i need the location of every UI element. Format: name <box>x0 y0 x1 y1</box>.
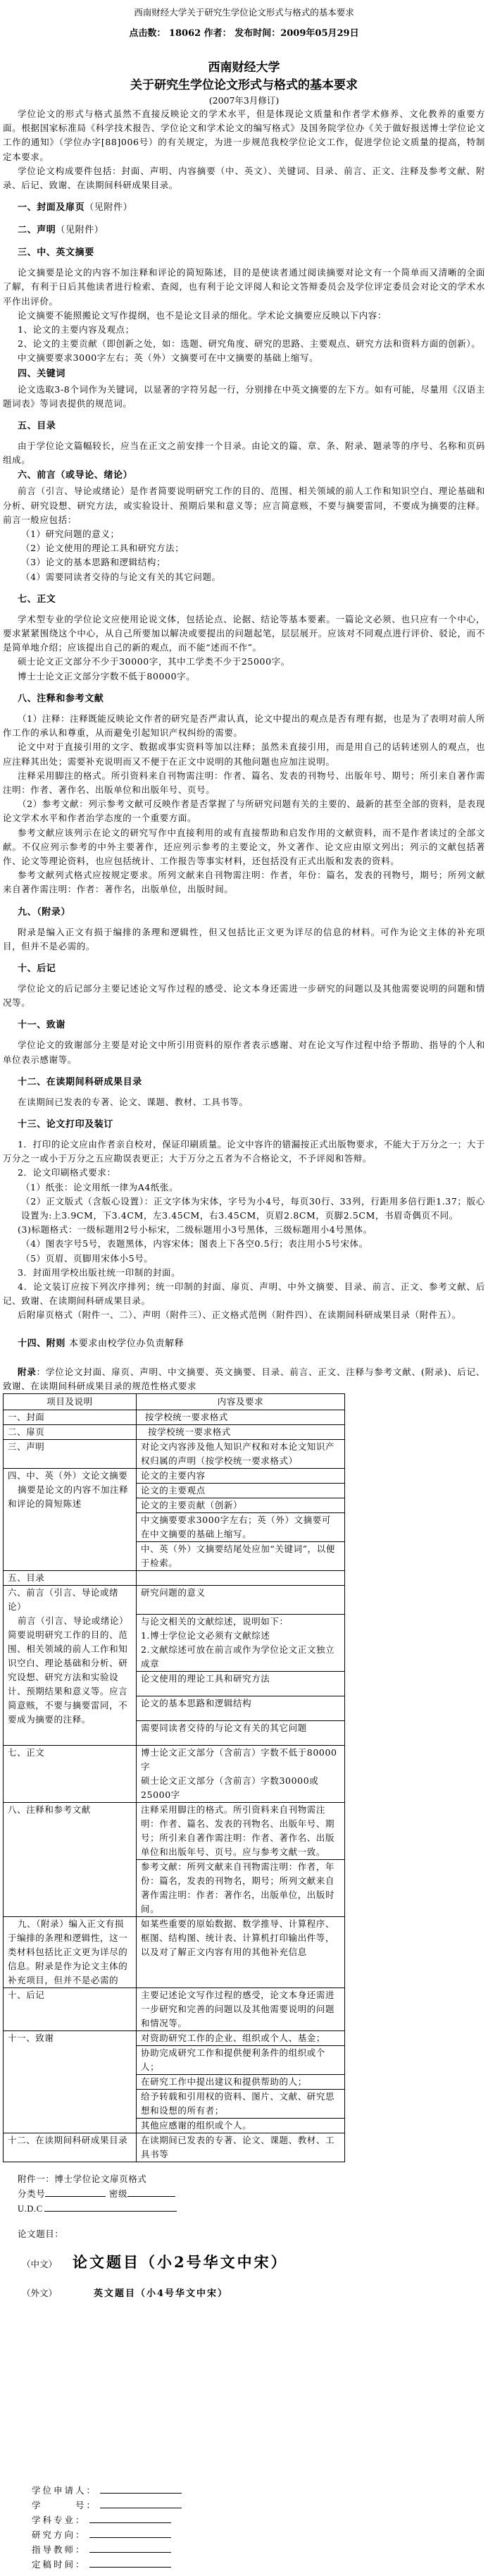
paragraph: 参考文献应该列示在论文的研究写作中直接利用的或有直接帮助和启发作用的文献资料，而不是作者读过的全部文献。不仅应列示参考的中外主要著作，还应列示参考的主要论文，外文著作、论文应由原文列出；列示的文献包括著作、论文等理论资料，也应包括统计、工作报告等事实材料，还包括没有正式出版和发表的资料。 <box>3 827 485 866</box>
section-heading: 三、中、英文摘要 <box>18 247 94 259</box>
table-cell: 在研究工作中提出建议和提供帮助的人； <box>137 2075 345 2090</box>
table-cell: 论文使用的理论工具和研究方法 <box>137 1672 345 1696</box>
thesis-title-label: 论文题目： <box>18 2229 64 2239</box>
applicant-form <box>32 2483 182 2572</box>
table-cell: 七、正文 <box>4 1746 137 1803</box>
paragraph: 学术型专业的学位论文应使用论说文体，包括论点、论据、结论等基本要素。一篇论文必须、也只应有一个中心，要求紧紧围绕这个中心，从自己所要加以解决或要提出的问题起笔，层层展开。应该对不同观点进行评价、驳论，而不是简单地介绍；应该提出自己的新的观点，而不能“述而不作”。 <box>3 613 485 653</box>
paragraph: 学位论文的后记部分主要记述论文写作过程的感受、论文本身还需进一步研究的问题以及其他需要说明的问题和情况等。 <box>3 982 485 1009</box>
table-cell: 在读期间已发表的专著、论文、课题、教材、工具书等 <box>137 2133 345 2162</box>
section-heading <box>0 223 488 238</box>
table-cell: 十二、在读期间科研成果目录 <box>4 2133 137 2162</box>
english-title-row <box>0 2285 488 2302</box>
paragraph: （5）页眉、页脚用宋体小5号。 <box>21 1252 154 1264</box>
paragraph: （4）图表字号5号，表题黑体，内容宋体；图表上下各空0.5行；表注用小5号宋体。 <box>21 1238 368 1250</box>
table-cell: 按学校统一要求格式 <box>137 1425 345 1440</box>
paragraph: 4．论文装订应按下列次序排列；统一印制的封面、扉页、声明、中外文摘要、目录、前言、正文、参考文献、后记、致谢、在读期间科研成果目录。 <box>3 1281 485 1307</box>
intro-paragraph: 学位论文的形式与格式虽然不直接反映论文的学术水平，但是体现论文质量和作者学术修养、文化教养的重要方面。根据国家标准局《科学技术报告、学位论文和学术论文的编写格式》及国务院学位办《关于做好报送博士学位论文工作的通知》（学位办字[88]006号）的有关规定，为进一步规范我校学位论文工作，促进学位论文质量的提高，特制定本要求。 <box>3 109 485 162</box>
article-meta: 点击数： 18062 作者： 发布时间：2009年05月29日 <box>129 28 359 39</box>
section-note: （见附件） <box>56 225 104 236</box>
table-cell: 八、注释和参考文献 <box>4 1803 137 1917</box>
table-cell: 参考文献：所列文献来自刊物需注明：作者，年份：篇名，发表的刊物名，期号；所列文献来自著作需注明：作者：著作名，出版单位，出版时间。 <box>137 1860 345 1917</box>
paragraph: 学位论文的致谢部分主要是对论文中所引用资料的原作者表示感谢、对在论文写作过程中给予帮助、指导的个人和单位表示感谢等。 <box>3 1040 485 1065</box>
table-cell: 按学校统一要求格式 <box>137 1410 345 1425</box>
udc-row <box>0 2201 488 2216</box>
table-cell: 十、后记 <box>4 1988 137 2031</box>
table-row <box>4 1425 345 1440</box>
section-heading: 十二、在读期间科研成果目录 <box>18 1076 142 1087</box>
table-cell: 注释采用脚注的格式。所引资料来自刊物需注明：作者、篇名、发表的刊物名、出版年号、期号；所引来自著作需注明：作者、著作名、出版单位和出版年号、页号。应与参考文献一致。 <box>137 1803 345 1860</box>
direction-field[interactable] <box>89 2527 171 2538</box>
section-note: （见附件） <box>85 202 133 214</box>
paragraph: 论文选取3-8个词作为关键词，以显著的字符另起一行，分别排在中英文摘要的左下方。如有可能，尽量用《汉语主题词表》等词表提供的规范词。 <box>3 383 485 409</box>
section-heading: 七、正文 <box>18 593 56 605</box>
university-heading: 西南财经大学 <box>208 61 280 75</box>
section-heading: 八、注释和参考文献 <box>18 693 104 704</box>
paragraph: 后附扉页格式（附件一、二）、声明（附件三）、正文格式范例（附件四）、在读期间科研成果目录（附件五）。 <box>18 1309 462 1321</box>
paragraph: 附录是编入正文有损于编排的条理和逻辑性，但又包括比正文更为详尽的信息的材料。可作为论文主体的补充项目，但并不是必需的。 <box>3 926 485 951</box>
table-cell: 协助完成研究工作和提供便利条件的组织或个人； <box>137 2046 345 2075</box>
paragraph: 注释采用脚注的格式。所引资料来自刊物需注明：作者、篇名、发表的刊物号、出版年号、期号；所引来自著作需注明：作者、著作名、出版单位和出版年号、页号。 <box>3 770 485 795</box>
attachment-title: 附件一：博士学位论文扉页格式 <box>18 2174 147 2184</box>
table-row <box>4 1988 345 2031</box>
table-row <box>4 1586 345 1615</box>
revision-date: (2007年3月修订) <box>208 95 280 106</box>
list-item: （4）需要同读者交待的与论文有关的其它问题。 <box>21 571 221 582</box>
table-row <box>4 1917 345 1988</box>
paragraph: 论文摘要不能照搬论文写作提纲，也不是论文目录的细化。学术论文摘要应反映以下内容： <box>18 309 387 321</box>
section-title: 十四、附则 <box>18 1338 66 1349</box>
chinese-title-row <box>0 2248 488 2276</box>
section-heading: 十、后记 <box>18 963 56 974</box>
table-row <box>4 1803 345 1860</box>
table-row <box>4 1571 345 1586</box>
udc-field[interactable] <box>44 2201 177 2212</box>
table-cell: 四、中、英（外）文论文摘要 摘要是论文的内容不加注释和评论的简短陈述 <box>4 1469 137 1571</box>
major-field[interactable] <box>89 2513 171 2523</box>
table-cell: 如某些重要的原始数据、数学推导、计算程序、框图、结构图、统计表、计算机打印输出件等，以及对了解正文内容有用的其他补充信息 <box>137 1917 345 1988</box>
table-cell: 一、封面 <box>4 1410 137 1425</box>
section-heading: 十一、致谢 <box>18 1020 66 1031</box>
form-row-advisor: 指导教师： <box>32 2542 182 2557</box>
list-item: （3）论文的基本思路和逻辑结构； <box>21 557 166 568</box>
section-heading: 六、前言（或导论、绪论） <box>18 470 133 481</box>
column-header: 内容及要求 <box>137 1394 345 1410</box>
chinese-label: （中文） <box>22 2259 58 2269</box>
table-cell: 论文的主要观点 <box>137 1484 345 1498</box>
paragraph: 论文中对于直接引用的文字、数据或事实资料等加以注释；虽然未直接引用，而是用自己的话转述别人的观点，也应注释其出处；需要补充说明而又不便于在正文中说明的其他问题也应加注说明。 <box>3 741 485 767</box>
intro-components: 学位论文构成要件包括：封面、声明、内容摘要（中、英文）、关键词、目录、前言、正文、注释及参考文献、附录、后记、致谢、在读期间科研成果目录。 <box>3 165 485 191</box>
table-cell: 十一、致谢 <box>4 2031 137 2133</box>
paragraph: 中文摘要要求3000字左右；英（外）文摘要可在中文摘要的基础上缩写。 <box>18 352 319 364</box>
table-row <box>4 1469 345 1484</box>
table-cell <box>137 1571 345 1586</box>
table-cell: 论文的基本思路和逻辑结构 <box>137 1696 345 1721</box>
table-cell: 给予转载和引用权的资料、图片、文献、研究思想和设想的所有者； <box>137 2090 345 2119</box>
table-row <box>4 2133 345 2162</box>
form-row-major: 学科专业： <box>32 2513 182 2527</box>
paragraph: 1．打印的论文应由作者亲自校对，保证印刷质量。论文中容许的错漏按正式出版物要求，不能大于万分之一；大于万分之一或小于万分之五应勘误表更正；大于万分之五者为不合格论文，不予评阅和答辩。 <box>3 1138 485 1164</box>
form-row-student-id: 学 号： <box>32 2498 182 2513</box>
table-row <box>4 1410 345 1425</box>
table-row <box>4 1746 345 1803</box>
table-cell: 三、声明 <box>4 1440 137 1469</box>
table-cell: 六、前言（引言、导论或绪论） 前言（引言、导论或绪论）简要说明研究工作的目的、范围、相关领域的前人工作和知识空白、理论基础和分析、研究设想、研究方法和实验设计、预期结果和意义等。应言简意赅，不要与摘要雷同，不要成为摘要的注释。 <box>4 1586 137 1746</box>
chinese-title: 论文题目（小2号华文中宋） <box>73 2253 288 2271</box>
paragraph: 在读期间已发表的专著、论文、课题、教材、工具书等。 <box>18 1096 249 1107</box>
final-date-field[interactable] <box>89 2557 171 2568</box>
table-header-row <box>4 1394 345 1410</box>
section-heading: 四、关键词 <box>18 368 66 379</box>
appendix-label: 附录 <box>18 1366 37 1377</box>
table-cell: 二、扉页 <box>4 1425 137 1440</box>
table-cell: 论文的主要内容 <box>137 1469 345 1484</box>
english-title: 英文题目（小4号华文中宋） <box>94 2288 229 2299</box>
table-cell: 中文摘要要求3000字左右；英（外）文摘要可在中文摘要的基础上缩写。 <box>137 1513 345 1542</box>
table-cell: 主要记述论文写作过程的感受，论文本身还需进一步研究和完善的问题以及其他需要说明的问题和情况等。 <box>137 1988 345 2031</box>
section-title: 一、封面及扉页 <box>18 202 85 214</box>
form-row-direction: 研究方向： <box>32 2527 182 2542</box>
class-no-label: 分类号 <box>18 2188 46 2199</box>
list-item: （2）论文使用的理论工具和研究方法； <box>21 543 184 554</box>
document-title: 关于研究生学位论文形式与格式的基本要求 <box>130 78 358 92</box>
appendix-intro <box>0 1365 488 1393</box>
table-cell: 其他应感谢的组织或个人。 <box>137 2119 345 2133</box>
table-cell: 五、目录 <box>4 1571 137 1586</box>
english-label: （外文） <box>22 2288 58 2298</box>
form-row-applicant: 学位申请人： <box>32 2483 182 2498</box>
table-cell: 论文的主要贡献（创新） <box>137 1498 345 1513</box>
section-heading <box>0 1337 488 1351</box>
appendix-text: ：学位论文封面、扉页、声明、中文摘要、英文摘要、目录、前言、正文、注释与参考文献、(附录)、后记、致谢、在读期间科研成果目录的规范性格式要求 <box>3 1366 486 1391</box>
paragraph: （2）参考文献：列示参考文献可反映作者是否掌握了与所研究问题有关的主要的、最新的甚至全部的资料，是表现论文学术水平和作者治学态度的一个重要方面。 <box>3 799 485 824</box>
secret-label: 密级 <box>108 2188 128 2199</box>
column-header: 项目及说明 <box>4 1394 137 1410</box>
udc-label: U.D.C <box>18 2204 43 2214</box>
paragraph: 2．论文印刷格式要求： <box>18 1167 116 1178</box>
table-cell: 对资助研究工作的企业、组织或个人、基金； <box>137 2031 345 2046</box>
section-heading <box>0 201 488 215</box>
table-cell: 中、英（外）文摘要结尾处应加“关键词”，以便于检索。 <box>137 1542 345 1571</box>
classification-row <box>0 2186 488 2201</box>
table-cell: 九、（附录）编入正文有损于编排的条理和逻辑性，这一类材料包括比正文更为详尽的信息。附录是作为论文主体的补充项目，但并不是必需的 <box>4 1917 137 1988</box>
table-cell: 与论文相关的文献综述，说明如下： 1.博士学位论文必须有文献综述 2.文献综述可放在前言或作为学位论文正文独立成章 <box>137 1615 345 1672</box>
paragraph: 2、论文的主要贡献（即创新之处，如：选题、研究角度、研究的思路、主要观点、研究方法和资料方面的创新）。 <box>18 338 481 350</box>
section-title: 二、声明 <box>18 225 56 236</box>
paragraph: 硕士论文正文部分不少于30000字，其中工学类不少于25000字。 <box>18 656 290 667</box>
secret-field[interactable] <box>127 2186 175 2197</box>
table-cell: 需要同读者交待的与论文有关的其它问题 <box>137 1721 345 1746</box>
paragraph: 由于学位论文篇幅较长，应当在正文之前安排一个目录。由论文的篇、章、条、附录、题录等的序号、名称和页码组成。 <box>3 440 485 466</box>
form-row-final-date: 定稿时间： <box>32 2557 182 2572</box>
paragraph: 前言（引言、导论或绪论）是作者简要说明研究工作的目的、范围、相关领域的前人工作和知识空白、理论基础和分析、研究设想、研究方法，或实验设计、预期后果和意义等；应言简意赅，不要与摘要雷同，不要成为摘要的注释。前言一般应包括： <box>3 486 485 525</box>
paragraph: 论文摘要是论文的内容不加注释和评论的简短陈述，目的是使读者通过阅读摘要对论文有一个简单而又清晰的全面了解，有利于日后其他读者进行检索、查阅，也有利于论文评阅人和论文答辩委员会及学位评定委员会对论文的学术水平作出评价。 <box>3 267 485 307</box>
table-row <box>4 1440 345 1469</box>
page-top-title: 西南财经大学关于研究生学位论文形式与格式的基本要求 <box>134 7 354 18</box>
table-row <box>4 2031 345 2046</box>
paragraph: 博士士论文正文部分字数不低于80000字。 <box>18 670 196 682</box>
paragraph: （1）纸张：论文用纸一律为A4纸张。 <box>21 1181 179 1193</box>
paragraph: 参考文献列式格式应按规定要求。所列文献来自刊物需注明：作者，年份：篇名，发表的刊物号，期号；所列文献来自著作需注明：作者：著作名，出版单位，出版时间。 <box>3 870 485 895</box>
list-item: （1）研究问题的意义； <box>21 529 120 540</box>
applicant-field[interactable] <box>100 2483 182 2494</box>
section-heading: 九、（附录） <box>18 906 71 918</box>
section-note: 本要求由校学位办负责解释 <box>69 1338 184 1349</box>
section-heading: 十三、论文打印及装订 <box>18 1118 114 1130</box>
section-heading: 五、目录 <box>18 421 56 432</box>
student-id-field[interactable] <box>100 2498 182 2508</box>
advisor-field[interactable] <box>89 2542 171 2553</box>
paragraph: 3．封面用学校出版社统一印制的封面。 <box>18 1267 181 1278</box>
paragraph: （2）正文版式（含版心设置）：正文字体为宋体，字号为小4号，每页30行、33列，行距用多倍行距1.37；版心设置为:上3.9CM，下3.4CM，左3.45CM，右3.45CM，页眉2.8CM，页脚2.5CM，书眉奇偶页不同。 <box>21 1195 485 1221</box>
paragraph: 1、论文的主要内容及观点； <box>18 324 134 335</box>
table-cell: 对论文内容涉及他人知识产权和对本论文知识产权归属的声明（按学校统一要求格式） <box>137 1440 345 1469</box>
class-no-field[interactable] <box>45 2186 106 2197</box>
table-cell: 博士论文正文部分（含前言）字数不低于80000字 硕士论文正文部分（含前言）字数30000或25000字 <box>137 1746 345 1803</box>
requirements-table <box>3 1393 345 2162</box>
table-cell: 研究问题的意义 <box>137 1586 345 1615</box>
paragraph: (3)标题格式：一级标题用2号小标宋，二级标题用小3号黑体，三级标题用小4号黑体。 <box>18 1224 373 1235</box>
paragraph: （1）注释：注释既能反映论文作者的研究是否严肃认真，论文中提出的观点是否有理有据，也是为了表明对前人所作工作的承认和尊重，从而避免引起知识产权纠纷的需要。 <box>3 713 485 739</box>
